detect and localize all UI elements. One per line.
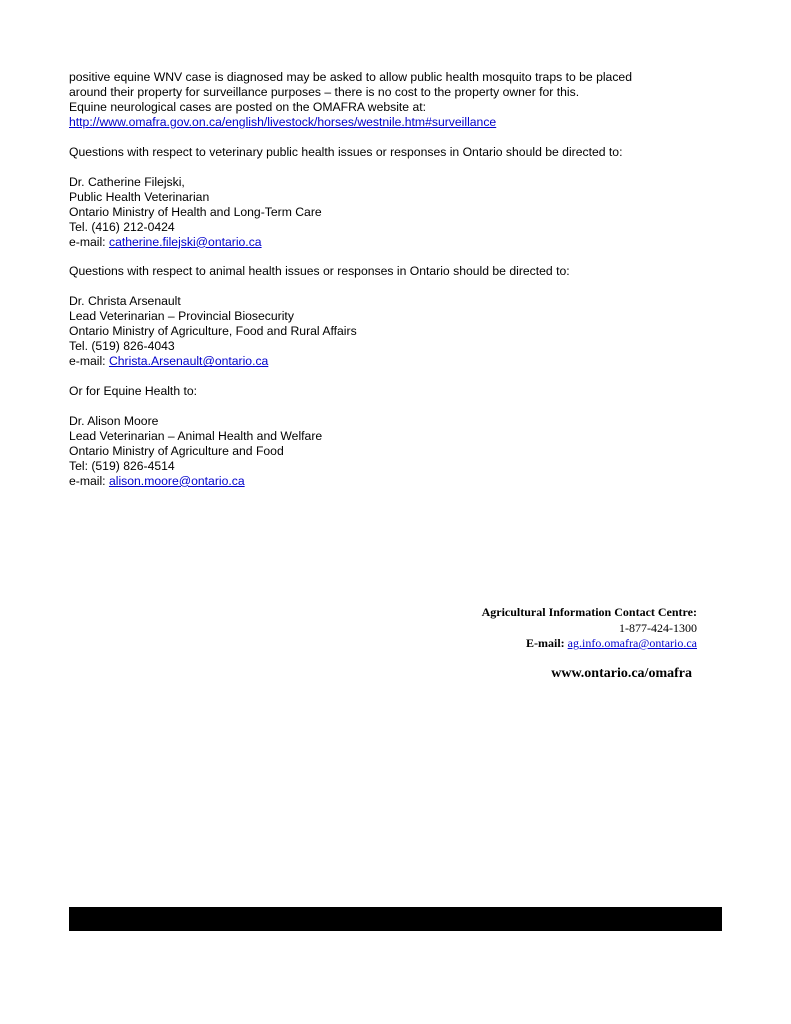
- animal-health-contact-title: Lead Veterinarian – Provincial Biosecurity: [69, 309, 294, 324]
- contact-centre-heading: Agricultural Information Contact Centre:: [481, 605, 697, 619]
- equine-health-email-link[interactable]: alison.moore@ontario.ca: [108, 473, 245, 488]
- intro-line-2: around their property for surveillance purposes – there is no cost to the property owner for this.: [69, 85, 580, 99]
- public-health-email-link[interactable]: catherine.filejski@ontario.ca: [108, 234, 262, 249]
- spacer: [69, 250, 729, 265]
- equine-health-contact-title: Lead Veterinarian – Animal Health and Welfare: [69, 428, 323, 443]
- omafra-link-line: [69, 115, 729, 130]
- spacer: [69, 130, 729, 145]
- email-label: e-mail:: [69, 473, 109, 488]
- intro-line-3: Equine neurological cases are posted on the OMAFRA website at:: [69, 100, 427, 114]
- public-health-email-line: [69, 235, 729, 250]
- equine-health-intro: Or for Equine Health to:: [69, 383, 198, 398]
- animal-health-email-line: [69, 354, 729, 369]
- spacer: [69, 279, 729, 294]
- equine-health-contact-org: Ontario Ministry of Agriculture and Food: [69, 443, 284, 458]
- animal-health-email-link[interactable]: Christa.Arsenault@ontario.ca: [108, 354, 269, 369]
- spacer: [69, 369, 729, 384]
- contact-centre-block: [482, 605, 697, 652]
- public-health-contact-tel: Tel. (416) 212-0424: [69, 219, 175, 234]
- equine-health-contact-name: Dr. Alison Moore: [69, 413, 159, 428]
- document-body: [69, 70, 729, 489]
- public-health-contact-org: Ontario Ministry of Health and Long-Term Care: [69, 204, 322, 219]
- email-label: e-mail:: [69, 234, 109, 249]
- equine-health-email-line: [69, 474, 729, 489]
- equine-health-contact-tel: Tel: (519) 826-4514: [69, 458, 175, 473]
- contact-centre-email-link[interactable]: ag.info.omafra@ontario.ca: [567, 636, 697, 650]
- omafra-website: www.ontario.ca/omafra: [551, 666, 692, 681]
- spacer: [69, 399, 729, 414]
- contact-centre-phone: 1-877-424-1300: [619, 620, 697, 635]
- animal-health-contact-org: Ontario Ministry of Agriculture, Food and Rural Affairs: [69, 324, 357, 339]
- email-label: e-mail:: [69, 354, 109, 369]
- public-health-question: Questions with respect to veterinary public health issues or responses in Ontario should be directed to:: [69, 144, 623, 159]
- email-label: E-mail:: [526, 636, 568, 650]
- intro-line-1: positive equine WNV case is diagnosed may be asked to allow public health mosquito traps to be placed: [69, 70, 632, 84]
- public-health-contact-title: Public Health Veterinarian: [69, 189, 210, 204]
- footer-bar: [69, 907, 722, 931]
- omafra-surveillance-link[interactable]: http://www.omafra.gov.on.ca/english/livestock/horses/westnile.htm#surveillance: [69, 115, 497, 129]
- animal-health-contact-name: Dr. Christa Arsenault: [69, 294, 181, 309]
- contact-centre-email-line: [482, 636, 697, 652]
- animal-health-question: Questions with respect to animal health issues or responses in Ontario should be directed to:: [69, 264, 570, 279]
- spacer: [69, 160, 729, 175]
- animal-health-contact-tel: Tel. (519) 826-4043: [69, 339, 175, 354]
- public-health-contact-name: Dr. Catherine Filejski,: [69, 174, 185, 189]
